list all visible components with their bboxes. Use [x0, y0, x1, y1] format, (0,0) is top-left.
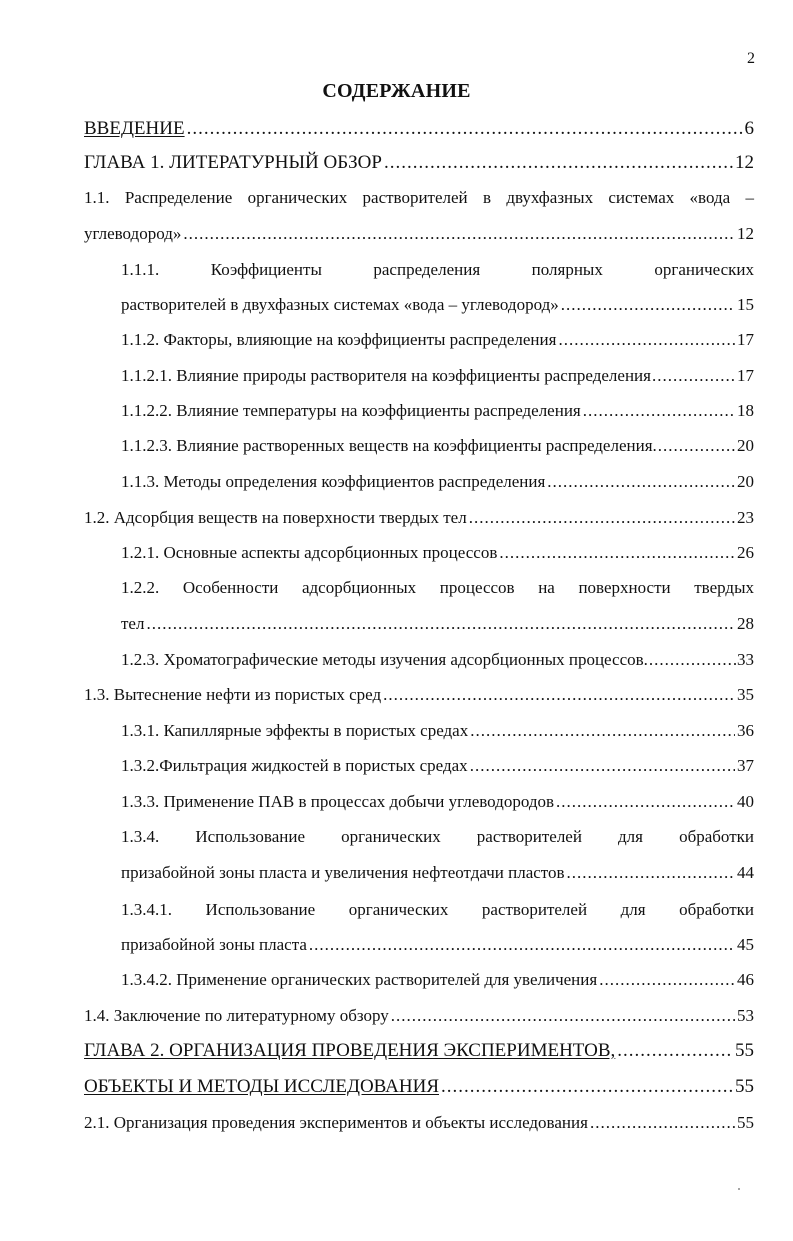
toc-entry-1-3-2[interactable]: [121, 751, 754, 781]
dot-leader: [556, 787, 735, 817]
toc-entry-label: 1.1. Распределение органических растворителей в двухфазных системах «вода –: [84, 188, 754, 207]
toc-entry-chapter-2-objects[interactable]: [84, 1072, 754, 1102]
toc-entry-1-3-4-line2[interactable]: [121, 858, 754, 888]
toc-entry-label: тел: [121, 614, 145, 633]
toc-entry-1-3[interactable]: [84, 680, 754, 710]
toc-entry-label: 1.2.1. Основные аспекты адсорбционных процессов: [121, 543, 498, 562]
dot-leader: [653, 431, 737, 461]
toc-entry-1-2-2-line1[interactable]: [121, 573, 754, 603]
toc-entry-1-3-4-1-line2[interactable]: [121, 930, 754, 960]
toc-entry-page: 45: [737, 935, 754, 954]
toc-entry-label: 2.1. Организация проведения экспериментов и объекты исследования: [84, 1113, 588, 1132]
toc-entry-label: 1.3.3. Применение ПАВ в процессах добычи углеводородов: [121, 792, 555, 811]
toc-entry-1-1-1-line2[interactable]: [121, 290, 754, 320]
toc-entry-label: 1.1.2. Факторы, влияющие на коэффициенты распределения: [121, 330, 557, 349]
dot-leader: [583, 396, 735, 426]
toc-entry-label: ГЛАВА 2. ОРГАНИЗАЦИЯ ПРОВЕДЕНИЯ ЭКСПЕРИМЕНТОВ,: [84, 1040, 616, 1061]
scan-speck: [738, 1188, 740, 1190]
toc-entry-label: ВВЕДЕНИЕ: [84, 118, 185, 139]
toc-entry-label: призабойной зоны пласта и увеличения нефтеотдачи пластов: [121, 863, 565, 882]
dot-leader: [146, 609, 735, 639]
toc-entry-page: 20: [737, 472, 754, 491]
dot-leader: [567, 858, 735, 888]
toc-entry-1-1-line1[interactable]: [84, 183, 754, 213]
dot-leader: [183, 219, 735, 249]
toc-entry-page: 23: [737, 508, 754, 527]
toc-entry-1-1-1-line1[interactable]: [121, 255, 754, 285]
toc-entry-label: 1.2.3. Хроматографические методы изучения адсорбционных процессов: [121, 650, 644, 669]
toc-entry-page: 55: [735, 1040, 754, 1061]
toc-entry-page: 36: [737, 721, 754, 740]
toc-entry-label: 1.3.4. Использование органических растворителей для обработки: [121, 827, 754, 846]
dot-leader: [499, 538, 735, 568]
toc-entry-page: 17: [737, 366, 754, 385]
toc-entry-label: 1.1.1. Коэффициенты распределения полярных органических: [121, 260, 754, 279]
toc-entry-page: 44: [737, 863, 754, 882]
toc-entry-label: 1.3.2.Фильтрация жидкостей в пористых средах: [121, 756, 468, 775]
toc-entry-chapter-2[interactable]: [84, 1036, 754, 1066]
toc-entry-page: 46: [737, 970, 754, 989]
toc-entry-label: 1.1.3. Методы определения коэффициентов распределения: [121, 472, 546, 491]
toc-entry-label: 1.1.2.2. Влияние температуры на коэффициенты распределения: [121, 401, 581, 420]
dot-leader: [384, 148, 733, 178]
toc-entry-1-2-3[interactable]: [121, 645, 754, 675]
toc-entry-1-2-1[interactable]: [121, 538, 754, 568]
toc-entry-page: 37: [737, 756, 754, 775]
dot-leader: [644, 645, 737, 675]
dot-leader: [599, 965, 735, 995]
toc-entry-1-3-3[interactable]: [121, 787, 754, 817]
toc-entry-label: ГЛАВА 1. ЛИТЕРАТУРНЫЙ ОБЗОР: [84, 152, 382, 173]
toc-entry-page: 6: [744, 118, 754, 139]
dot-leader: [383, 680, 735, 710]
toc-entry-label: 1.3.1. Капиллярные эффекты в пористых средах: [121, 721, 469, 740]
page-number: 2: [747, 50, 755, 67]
toc-entry-label: 1.1.2.1. Влияние природы растворителя на коэффициенты распределения: [121, 366, 651, 385]
toc-entry-label: 1.2. Адсорбция веществ на поверхности твердых тел: [84, 508, 467, 527]
toc-entry-label: 1.2.2. Особенности адсорбционных процессов на поверхности твердых: [121, 578, 754, 597]
toc-entry-1-1-2-1[interactable]: [121, 361, 754, 391]
toc-entry-1-1-3[interactable]: [121, 467, 754, 497]
page-title: СОДЕРЖАНИЕ: [322, 80, 471, 102]
toc-entry-page: 12: [737, 224, 754, 243]
dot-leader: [441, 1072, 733, 1102]
dot-leader: [391, 1001, 735, 1031]
toc-entry-label: 1.4. Заключение по литературному обзору: [84, 1006, 389, 1025]
toc-entry-label: ОБЪЕКТЫ И МЕТОДЫ ИССЛЕДОВАНИЯ: [84, 1076, 439, 1097]
toc-entry-1-4[interactable]: [84, 1001, 754, 1031]
toc-entry-page: 35: [737, 685, 754, 704]
toc-entry-label: призабойной зоны пласта: [121, 935, 307, 954]
toc-entry-page: 55: [735, 1076, 754, 1097]
dot-leader: [617, 1036, 733, 1066]
toc-entry-page: 26: [737, 543, 754, 562]
dot-leader: [470, 716, 735, 746]
toc-entry-page: 33: [737, 650, 754, 669]
toc-entry-chapter-1[interactable]: [84, 148, 754, 178]
dot-leader: [590, 1108, 735, 1138]
toc-entry-page: 15: [737, 295, 754, 314]
dot-leader: [309, 930, 735, 960]
toc-entry-label: растворителей в двухфазных системах «вода – углеводород»: [121, 295, 559, 314]
toc-entry-page: 17: [737, 330, 754, 349]
dot-leader: [558, 325, 735, 355]
toc-entry-label: 1.3.4.2. Применение органических растворителей для увеличения: [121, 970, 598, 989]
dot-leader: [469, 503, 735, 533]
toc-entry-page: 53: [737, 1006, 754, 1025]
toc-entry-page: 40: [737, 792, 754, 811]
dot-leader: [547, 467, 735, 497]
toc-entry-1-1-2-3[interactable]: [121, 431, 754, 461]
dot-leader: [561, 290, 735, 320]
toc-entry-introduction[interactable]: [84, 114, 754, 144]
toc-entry-1-2-2-line2[interactable]: [121, 609, 754, 639]
dot-leader: [187, 114, 743, 144]
toc-entry-page: 28: [737, 614, 754, 633]
toc-entry-page: 18: [737, 401, 754, 420]
toc-entry-label: 1.3.4.1. Использование органических растворителей для обработки: [121, 900, 754, 919]
toc-entry-1-3-4-2[interactable]: [121, 965, 754, 995]
toc-entry-label: 1.1.2.3. Влияние растворенных веществ на коэффициенты распределения: [121, 436, 653, 455]
toc-entry-1-1-2[interactable]: [121, 325, 754, 355]
toc-entry-page: 55: [737, 1113, 754, 1132]
toc-entry-label: углеводород»: [84, 224, 182, 243]
toc-entry-page: 12: [735, 152, 754, 173]
toc-entry-1-2[interactable]: [84, 503, 754, 533]
dot-leader: [652, 361, 736, 391]
toc-entry-1-1-2-2[interactable]: [121, 396, 754, 426]
toc-entry-1-3-4-1-line1[interactable]: [121, 895, 754, 925]
toc-entry-page: 20: [737, 436, 754, 455]
dot-leader: [470, 751, 735, 781]
toc-entry-2-1[interactable]: [84, 1108, 754, 1138]
toc-entry-1-1-line2[interactable]: [84, 219, 754, 249]
toc-entry-1-3-1[interactable]: [121, 716, 754, 746]
toc-entry-label: 1.3. Вытеснение нефти из пористых сред: [84, 685, 382, 704]
toc-entry-1-3-4-line1[interactable]: [121, 822, 754, 852]
